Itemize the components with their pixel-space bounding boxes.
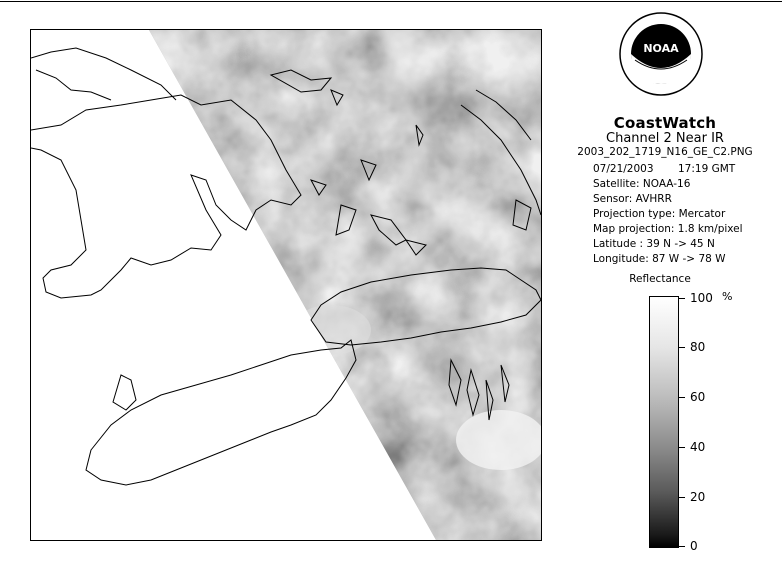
tick-label-100: 100 (690, 291, 713, 305)
colorbar (649, 296, 679, 548)
tick-label-80: 80 (690, 340, 706, 354)
satellite-label: Satellite: NOAA-16 (593, 178, 691, 190)
tick-label-60: 60 (690, 390, 706, 404)
noaa-logo-icon (619, 12, 703, 96)
projection-type-label: Projection type: Mercator (593, 208, 726, 220)
title: CoastWatch (613, 114, 717, 132)
longitude-label: Longitude: 87 W -> 78 W (593, 253, 726, 265)
tick-label-40: 40 (690, 440, 706, 454)
logo-text: NOAA (643, 42, 679, 55)
date-label: 07/21/2003 (593, 163, 654, 175)
tick-60 (679, 397, 685, 398)
map-projection-label: Map projection: 1.8 km/pixel (593, 223, 743, 235)
tick-label-20: 20 (690, 490, 706, 504)
map-image (31, 30, 541, 540)
tick-label-0: 0 (690, 539, 698, 553)
time-label: 17:19 GMT (678, 163, 736, 175)
filename-label: 2003_202_1719_N16_GE_C2.PNG (577, 146, 753, 158)
satellite-map (30, 29, 542, 541)
legend-unit: % (722, 290, 733, 303)
tick-100 (679, 298, 685, 299)
sensor-label: Sensor: AVHRR (593, 193, 672, 205)
top-border (0, 1, 782, 2)
latitude-label: Latitude : 39 N -> 45 N (593, 238, 715, 250)
tick-20 (679, 497, 685, 498)
channel-label: Channel 2 Near IR (606, 131, 724, 146)
tick-40 (679, 447, 685, 448)
legend-title: Reflectance (629, 273, 691, 285)
tick-80 (679, 347, 685, 348)
tick-0 (679, 546, 685, 547)
